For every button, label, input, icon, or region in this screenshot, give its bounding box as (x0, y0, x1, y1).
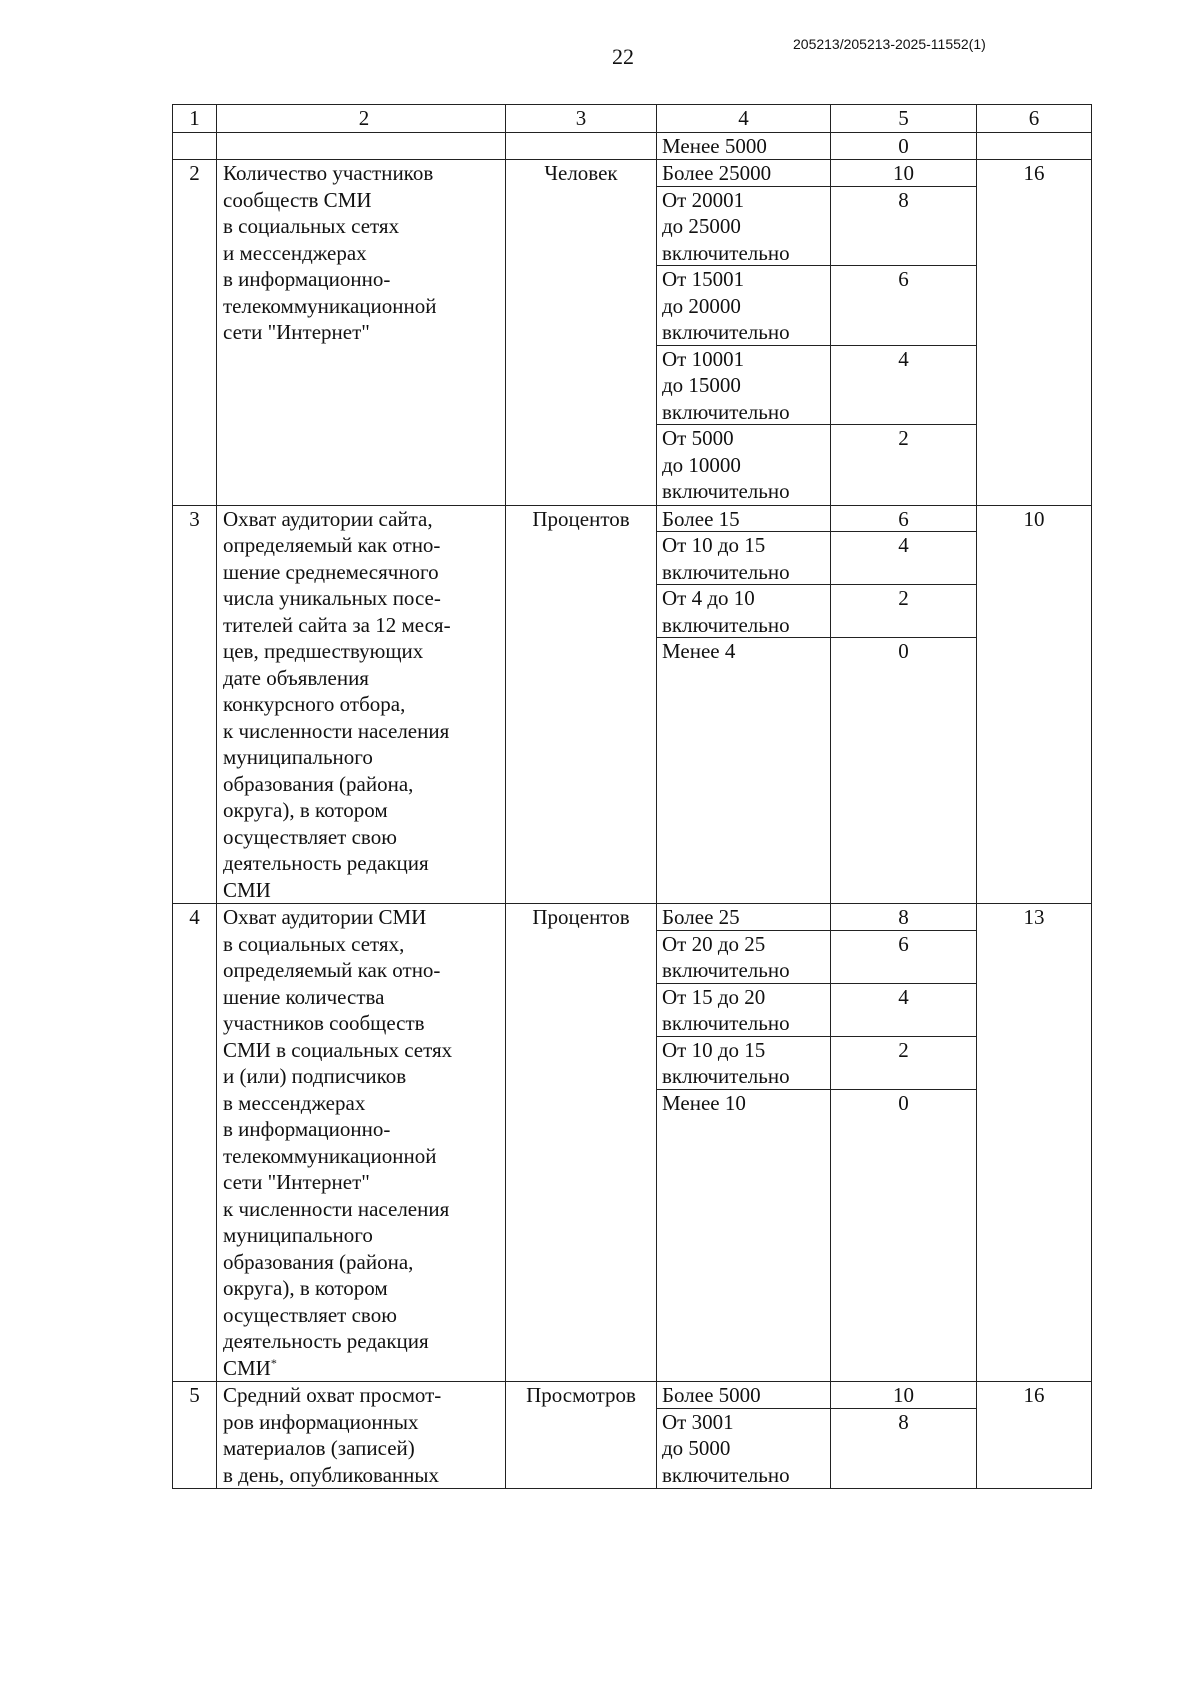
header-col-6: 6 (977, 105, 1092, 133)
criterion-description: Количество участников сообществ СМИ в социальных сетях и мессенджерах в информационно- телекоммуникационной сети "Интернет" (223, 161, 437, 344)
table-cell (506, 132, 657, 160)
range-column (657, 1382, 831, 1489)
max-points: 13 (977, 904, 1092, 1382)
row-number: 2 (173, 160, 217, 506)
range-value: От 20001 до 25000 включительно (662, 187, 790, 265)
range-value: От 15001 до 20000 включительно (662, 267, 790, 344)
row-number: 5 (173, 1382, 217, 1489)
range-value: Более 25000 (662, 161, 772, 185)
points-value: 8 (898, 187, 909, 212)
points-value: 8 (898, 1409, 909, 1434)
header-col-5: 5 (831, 105, 977, 133)
max-points: 16 (977, 160, 1092, 506)
points-value: 10 (893, 1383, 914, 1407)
range-value: От 10 до 15 включительно (662, 533, 790, 584)
points-value: 6 (898, 931, 909, 956)
range-value: Более 25 (662, 905, 740, 929)
unit-of-measure: Просмотров (506, 1382, 657, 1489)
unit-of-measure: Процентов (506, 505, 657, 904)
points-value: 4 (898, 346, 909, 371)
range-value: От 15 до 20 включительно (662, 984, 790, 1035)
points-column (831, 160, 977, 506)
criterion-row (173, 505, 1092, 904)
table-cell (173, 132, 217, 160)
header-col-2: 2 (217, 105, 506, 133)
points-value: 6 (898, 506, 909, 531)
unit-of-measure: Процентов (506, 904, 657, 1382)
points-value: 2 (898, 1037, 909, 1062)
document-id: 205213/205213-2025-11552(1) (793, 36, 986, 52)
range-value: Менее 4 (662, 639, 736, 663)
criteria-table (172, 104, 1092, 1489)
range-value: Более 15 (662, 506, 740, 531)
range-value: Менее 10 (662, 1090, 746, 1115)
points-value: 10 (893, 161, 914, 185)
max-points: 16 (977, 1382, 1092, 1489)
max-points: 10 (977, 505, 1092, 904)
points-value: 0 (898, 133, 909, 158)
table-header-row (173, 105, 1092, 133)
points-value: 4 (898, 984, 909, 1009)
criterion-description: Охват аудитории сайта, определяемый как отно- шение среднемесячного числа уникальных посе- тителей сайта за 12 меся- цев, предшествующих дате объявления конкурсного отбора, к численности населения муниципального образования (района, округа), в котором осуществляет свою деятельность редакция СМИ (223, 506, 451, 902)
points-column (831, 904, 977, 1382)
criterion-row (173, 160, 1092, 506)
range-column (657, 904, 831, 1382)
points-value: 2 (898, 586, 909, 610)
unit-of-measure: Человек (506, 160, 657, 506)
range-value: Менее 5000 (662, 133, 767, 158)
range-value: От 4 до 10 включительно (662, 586, 790, 637)
row-number: 4 (173, 904, 217, 1382)
row-number: 3 (173, 505, 217, 904)
points-column (831, 1382, 977, 1489)
points-value: 8 (898, 905, 909, 929)
footnote-mark: * (270, 1355, 277, 1370)
points-value: 2 (898, 426, 909, 450)
points-value: 0 (898, 1090, 909, 1115)
range-value: От 3001 до 5000 включительно (662, 1409, 790, 1487)
criterion-row (173, 1382, 1092, 1489)
header-col-4: 4 (657, 105, 831, 133)
range-value: Более 5000 (662, 1383, 761, 1407)
criterion-text (217, 904, 506, 1382)
criterion-text (217, 160, 506, 506)
page-number: 22 (612, 44, 634, 69)
header-col-1: 1 (173, 105, 217, 133)
range-column (657, 505, 831, 904)
criterion-row (173, 904, 1092, 1382)
criterion-description: Охват аудитории СМИ в социальных сетях, определяемый как отно- шение количества участников сообществ СМИ в социальных сетях и (или) подписчиков в мессенджерах в информационно- телекоммуникационной сети "Интернет" к численности населения муниципального образования (района, округа), в котором осуществляет свою деятельность редакция СМИ* (223, 905, 453, 1380)
range-column (657, 160, 831, 506)
criterion-text (217, 505, 506, 904)
points-value: 4 (898, 533, 909, 557)
points-value: 0 (898, 639, 909, 663)
points-column (831, 505, 977, 904)
criterion-text (217, 1382, 506, 1489)
table-cell (217, 132, 506, 160)
header-col-3: 3 (506, 105, 657, 133)
range-value: От 20 до 25 включительно (662, 931, 790, 982)
table-cell (977, 132, 1092, 160)
criterion-description: Средний охват просмот- ров информационных материалов (записей) в день, опубликованных (223, 1383, 442, 1487)
range-value: От 10 до 15 включительно (662, 1037, 790, 1088)
points-value: 6 (898, 267, 909, 291)
continuation-row (173, 132, 1092, 160)
range-value: От 10001 до 15000 включительно (662, 346, 790, 424)
range-value: От 5000 до 10000 включительно (662, 426, 790, 503)
